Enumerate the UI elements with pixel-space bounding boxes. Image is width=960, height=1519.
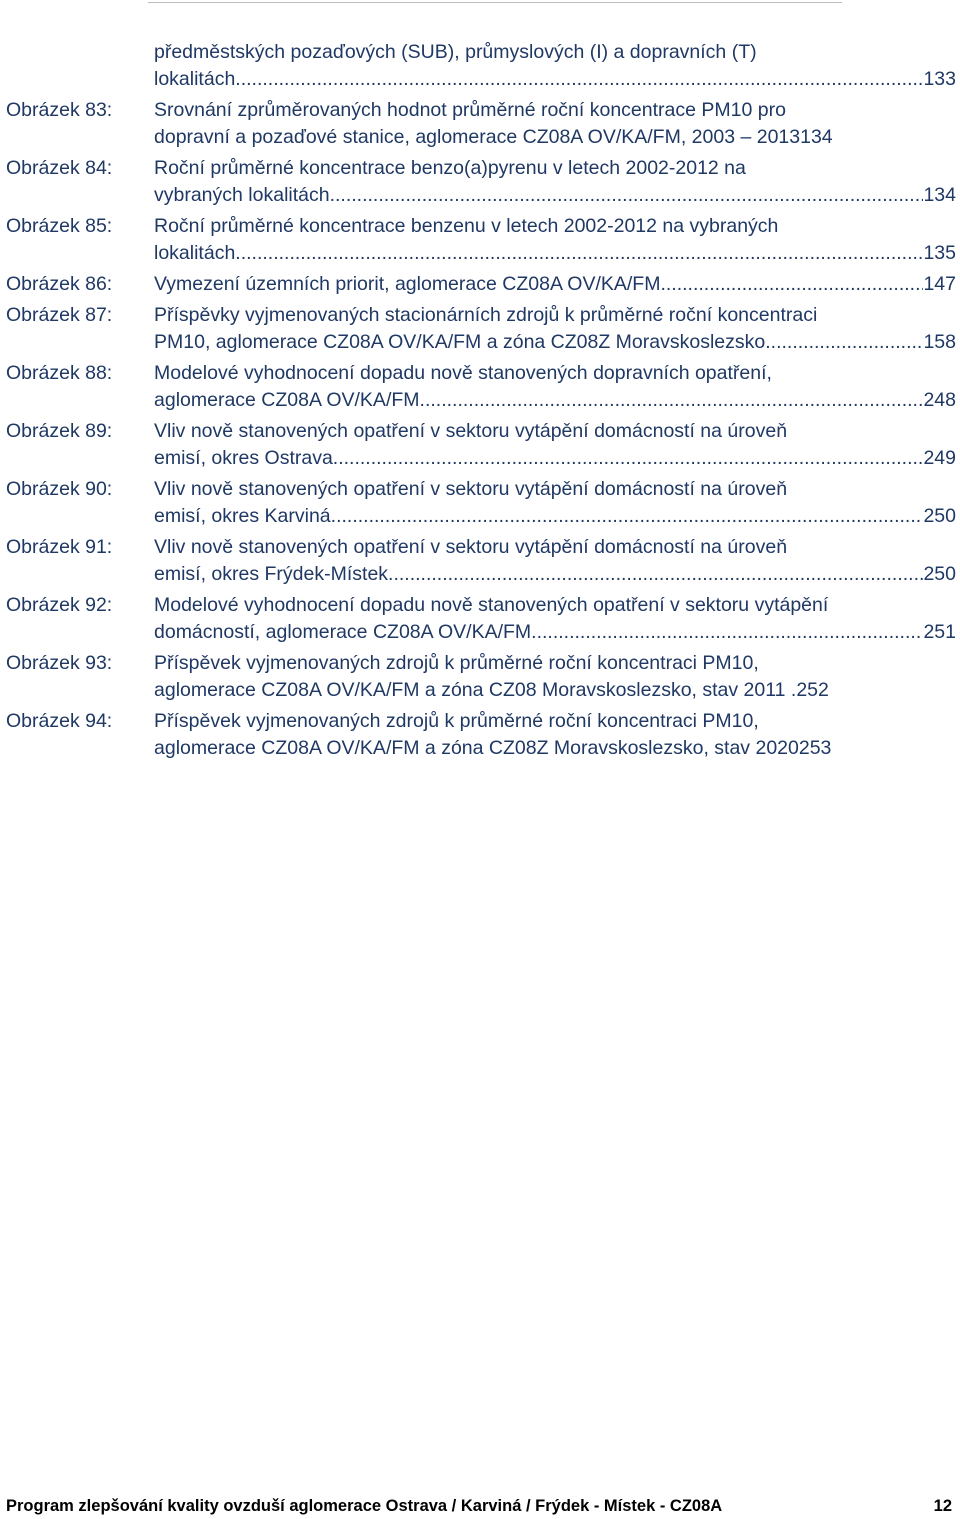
toc-entry-text: Roční průměrné koncentrace benzenu v letech 2002-2012 na vybraných bbox=[154, 215, 779, 237]
toc-page-number: 147 bbox=[923, 273, 956, 295]
toc-entry-label: Obrázek 94: bbox=[6, 710, 113, 732]
toc-entry-leader bbox=[154, 329, 956, 356]
toc-entry-obrazek-87[interactable] bbox=[6, 302, 956, 356]
toc-page-number: 250 bbox=[923, 505, 956, 527]
toc-entry-obrazek-92[interactable] bbox=[6, 592, 956, 646]
toc-entry-text: Příspěvek vyjmenovaných zdrojů k průměrné roční koncentraci PM10, bbox=[154, 710, 759, 732]
toc-entry-label: Obrázek 88: bbox=[6, 362, 113, 384]
toc-entry-text: lokalitách bbox=[154, 68, 236, 90]
toc-entry-label: Obrázek 83: bbox=[6, 99, 113, 121]
toc-entry-text: aglomerace CZ08A OV/KA/FM a zóna CZ08Z Moravskoslezsko, stav 2020253 bbox=[154, 737, 832, 759]
dot-leader bbox=[765, 329, 923, 356]
toc-entry-text: Vliv nově stanovených opatření v sektoru vytápění domácností na úroveň bbox=[154, 420, 788, 442]
toc-entry-obrazek-89[interactable] bbox=[6, 418, 956, 472]
toc-entry-obrazek-86[interactable] bbox=[6, 271, 956, 298]
dot-leader bbox=[531, 619, 923, 646]
dot-leader bbox=[388, 561, 923, 588]
toc-entry-leader bbox=[154, 66, 956, 93]
toc-entry-obrazek-93[interactable] bbox=[6, 650, 956, 704]
toc-entry-text: PM10, aglomerace CZ08A OV/KA/FM a zóna CZ08Z Moravskoslezsko bbox=[154, 331, 766, 353]
toc-entry-leader bbox=[154, 561, 956, 588]
toc-entry-text: Modelové vyhodnocení dopadu nově stanovených dopravních opatření, bbox=[154, 362, 772, 384]
page-footer bbox=[6, 1497, 952, 1516]
toc-entry-text: dopravní a pozaďové stanice, aglomerace CZ08A OV/KA/FM, 2003 – 2013134 bbox=[154, 126, 833, 148]
top-rule bbox=[148, 2, 842, 3]
toc-entry-leader bbox=[154, 503, 956, 530]
toc-entry-label: Obrázek 91: bbox=[6, 536, 113, 558]
toc-entry-label: Obrázek 93: bbox=[6, 652, 113, 674]
toc-entry-leader bbox=[154, 387, 956, 414]
toc-entry-obrazek-84[interactable] bbox=[6, 155, 956, 209]
toc-entry-obrazek-91[interactable] bbox=[6, 534, 956, 588]
toc-entry-label: Obrázek 87: bbox=[6, 304, 113, 326]
toc-entry-obrazek-85[interactable] bbox=[6, 213, 956, 267]
toc-entry-label: Obrázek 85: bbox=[6, 215, 113, 237]
toc-page-number: 250 bbox=[923, 563, 956, 585]
toc-entry-label: Obrázek 89: bbox=[6, 420, 113, 442]
toc-entry-leader bbox=[154, 271, 956, 298]
dot-leader bbox=[420, 387, 924, 414]
toc-entry-obrazek-94[interactable] bbox=[6, 708, 956, 762]
toc-entry-label bbox=[6, 39, 154, 93]
toc-entry-text: aglomerace CZ08A OV/KA/FM a zóna CZ08 Moravskoslezsko, stav 2011 .252 bbox=[154, 679, 829, 701]
toc-entry-text: vybraných lokalitách bbox=[154, 184, 330, 206]
toc-entry-text: lokalitách bbox=[154, 242, 236, 264]
toc-entry-text: Příspěvek vyjmenovaných zdrojů k průměrné roční koncentraci PM10, bbox=[154, 652, 759, 674]
toc-entry-obrazek-88[interactable] bbox=[6, 360, 956, 414]
toc-entry-text: aglomerace CZ08A OV/KA/FM bbox=[154, 389, 420, 411]
toc-entry-leader bbox=[154, 445, 956, 472]
toc-entry-text: emisí, okres Frýdek-Místek bbox=[154, 563, 389, 585]
dot-leader bbox=[331, 503, 924, 530]
toc-entry-text: Vliv nově stanovených opatření v sektoru vytápění domácností na úroveň bbox=[154, 536, 788, 558]
toc-entry-text: Vliv nově stanovených opatření v sektoru vytápění domácností na úroveň bbox=[154, 478, 788, 500]
toc-page-number: 133 bbox=[923, 68, 956, 90]
toc-entry-text: Srovnání zprůměrovaných hodnot průměrné roční koncentrace PM10 pro bbox=[154, 99, 786, 121]
toc-entry-text: Roční průměrné koncentrace benzo(a)pyrenu v letech 2002-2012 na bbox=[154, 157, 746, 179]
toc-entry-text: emisí, okres Ostrava bbox=[154, 447, 333, 469]
toc-page-number: 251 bbox=[923, 621, 956, 643]
toc-entry-text: Modelové vyhodnocení dopadu nově stanovených opatření v sektoru vytápění bbox=[154, 594, 829, 616]
toc-entry-obrazek-90[interactable] bbox=[6, 476, 956, 530]
toc-entry-text: Příspěvky vyjmenovaných stacionárních zdrojů k průměrné roční koncentraci bbox=[154, 304, 818, 326]
dot-leader bbox=[660, 271, 923, 298]
toc-page-number: 249 bbox=[923, 447, 956, 469]
toc-entry-label: Obrázek 86: bbox=[6, 273, 113, 295]
footer-title: Program zlepšování kvality ovzduší aglomerace Ostrava / Karviná / Frýdek - Místek - CZ08A bbox=[6, 1497, 723, 1515]
toc-entry-text: Vymezení územních priorit, aglomerace CZ08A OV/KA/FM bbox=[154, 273, 661, 295]
toc-entry-partial[interactable] bbox=[6, 39, 956, 93]
toc-entry-leader bbox=[154, 619, 956, 646]
toc-entry-text: emisí, okres Karviná bbox=[154, 505, 331, 527]
toc-page-number: 248 bbox=[923, 389, 956, 411]
toc-entry-label: Obrázek 92: bbox=[6, 594, 113, 616]
dot-leader bbox=[235, 240, 923, 267]
toc-entry-label: Obrázek 90: bbox=[6, 478, 113, 500]
toc-entry-leader bbox=[154, 182, 956, 209]
toc-page-number: 158 bbox=[923, 331, 956, 353]
toc-entry-leader bbox=[154, 240, 956, 267]
toc-page-number: 134 bbox=[923, 184, 956, 206]
figure-list bbox=[6, 39, 956, 766]
dot-leader bbox=[330, 182, 924, 209]
toc-entry-text: předměstských pozaďových (SUB), průmyslových (I) a dopravních (T) bbox=[154, 41, 757, 63]
footer-page-number: 12 bbox=[933, 1497, 952, 1515]
dot-leader bbox=[333, 445, 924, 472]
toc-entry-label: Obrázek 84: bbox=[6, 157, 113, 179]
dot-leader bbox=[235, 66, 923, 93]
toc-entry-obrazek-83[interactable] bbox=[6, 97, 956, 151]
toc-page-number: 135 bbox=[923, 242, 956, 264]
toc-entry-text: domácností, aglomerace CZ08A OV/KA/FM bbox=[154, 621, 532, 643]
